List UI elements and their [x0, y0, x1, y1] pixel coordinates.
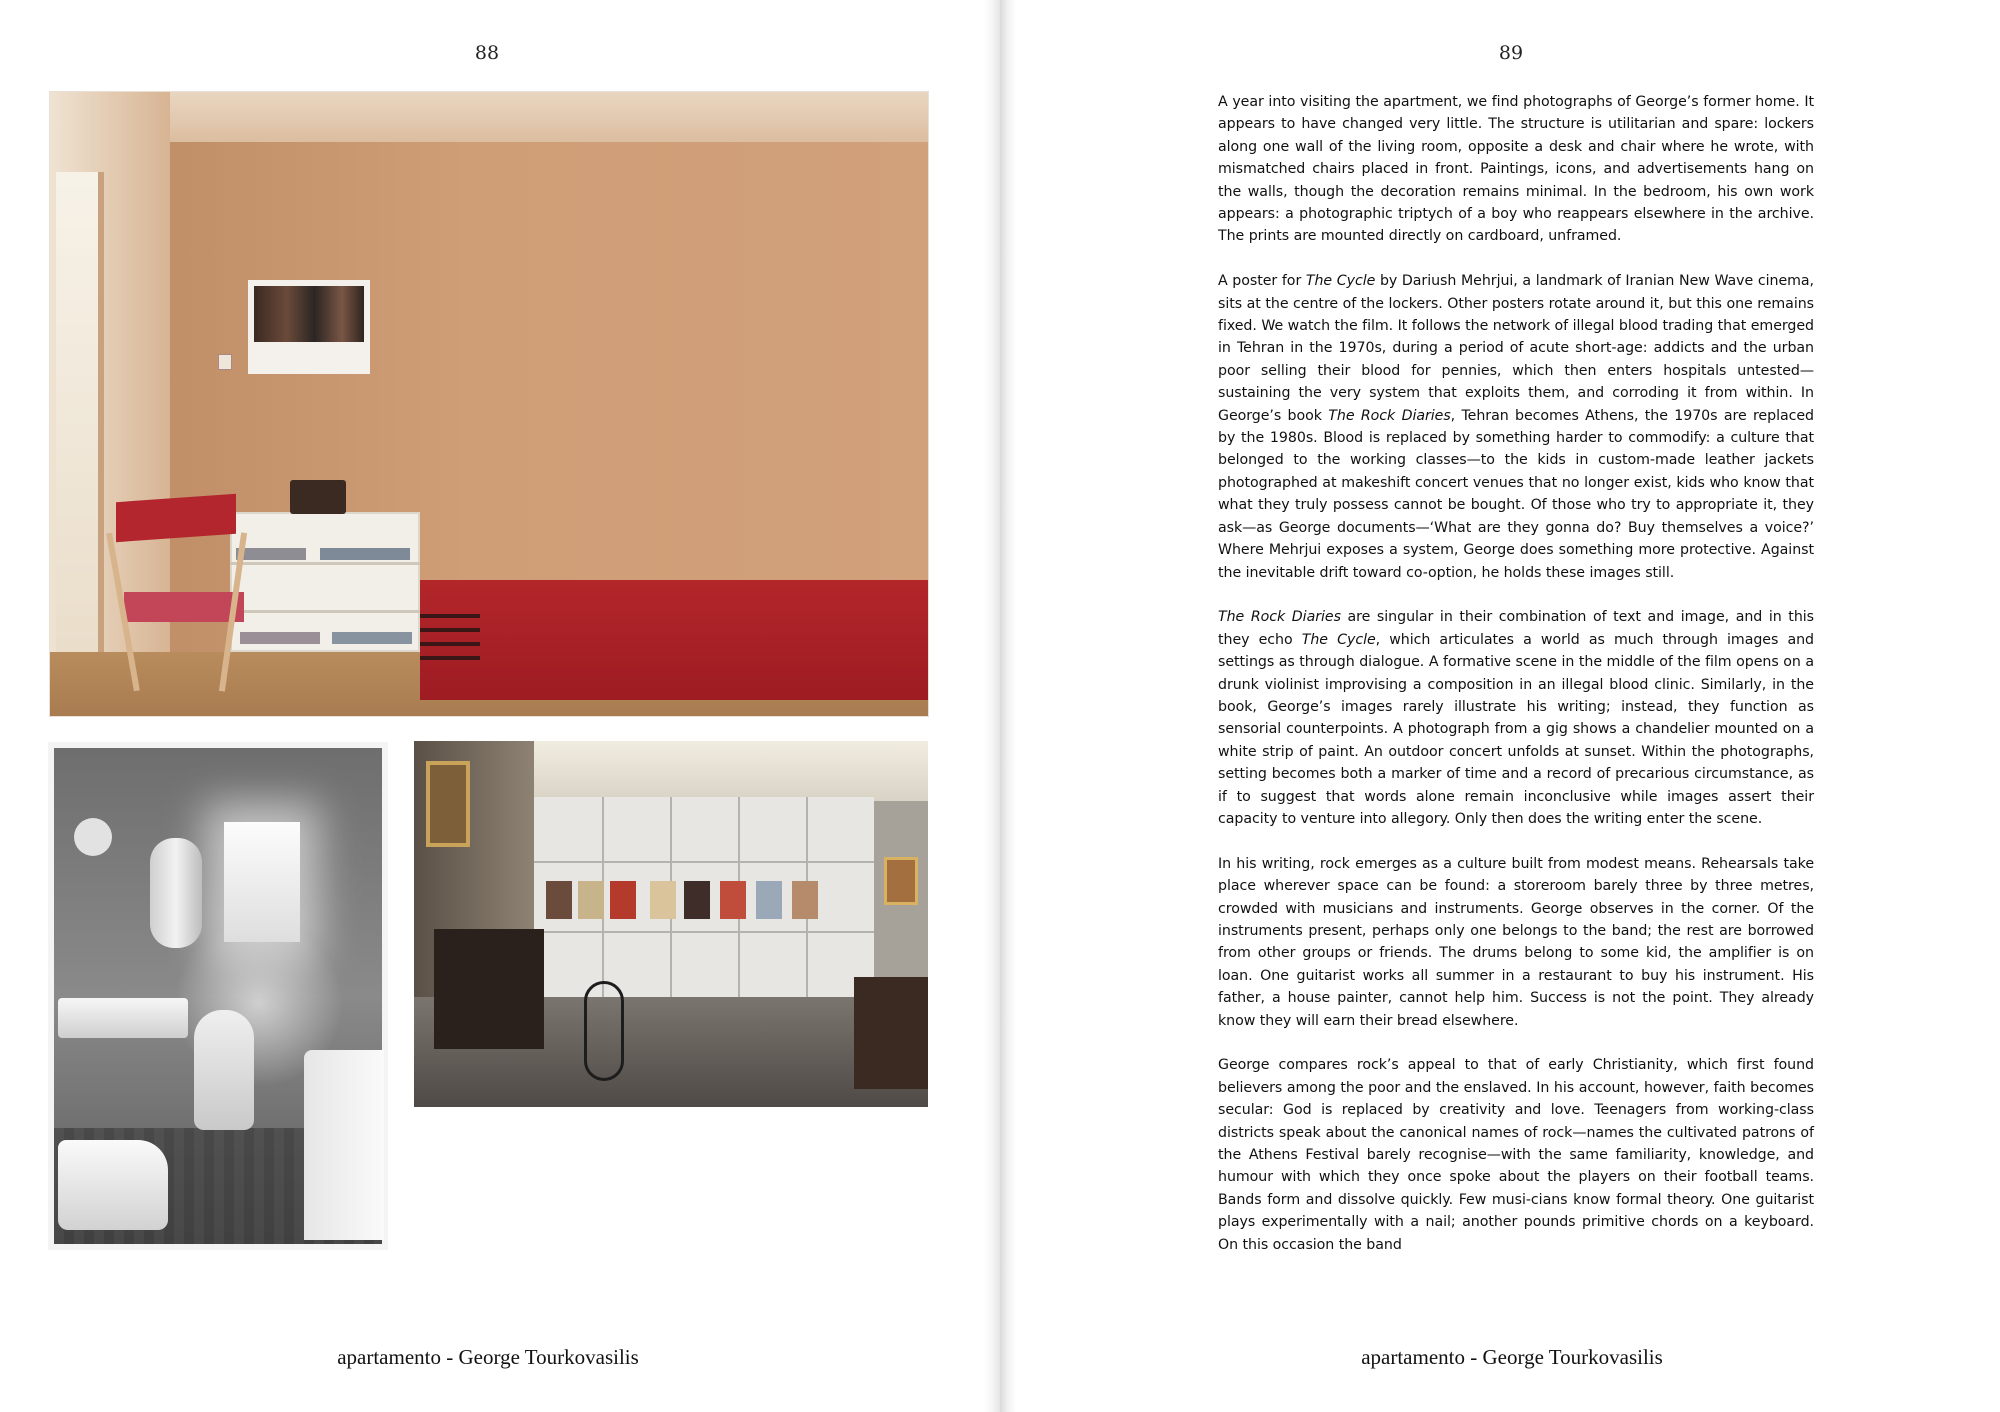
- italic-title-text: The Rock Diaries: [1218, 609, 1341, 626]
- paragraph-text: , Tehran becomes Athens, the 1970s are replaced by the 1980s. Blood is replaced by something harder to commodify: a culture that belonged to the working classes—to the kids in custom-made leather jackets photographed at makeshift concert venues that no longer exist, kids who know that what they truly possess cannot be bought. Of those who try to appropriate it, they ask—as George documents—‘What are they gonna do? Buy themselves a voice?’ Where Mehrjui exposes a system, George does something more protective. Against the inevitable drift toward co-option, he holds these images still.: [1218, 407, 1814, 581]
- article-paragraph: [1218, 606, 1814, 830]
- red-bed: [420, 580, 928, 700]
- italic-title-text: The Rock Diaries: [1328, 407, 1451, 424]
- living-room-photo: [414, 741, 928, 1107]
- page-number-left: 88: [474, 42, 500, 64]
- paragraph-text: In his writing, rock emerges as a culture built from modest means. Rehearsals take place wherever space can be found: a storeroom barely three by three metres, crowded with musicians and instruments. George observes in the corner. Of the instruments present, perhaps only one belongs to the band; the rest are borrowed from other groups or friends. The drums belong to some kid, the amplifier is on loan. One guitarist works all summer in a restaurant to buy his instrument. His father, a house painter, cannot help him. Success is not the point. They already know they will earn their bread elsewhere.: [1218, 855, 1814, 1029]
- bedroom-photo: [50, 92, 928, 716]
- bicycle: [584, 981, 624, 1081]
- paragraph-text: by Dariush Mehrjui, a landmark of Iranian New Wave cinema, sits at the centre of the lockers. Other posters rotate around it, but this one remains fixed. We watch the film. It follows the network of illegal blood trading that emerged in Tehran in the 1970s, during a period of acute short-age: addicts and the urban poor selling their blood for pennies, which then enters hospitals untested—sustaining the very system that exploits them, and corroding it from within. In George’s book: [1218, 273, 1814, 424]
- bookshelf: [230, 512, 420, 652]
- article-body: [1218, 91, 1814, 1278]
- article-paragraph: [1218, 270, 1814, 584]
- gutter-shadow-left: [984, 0, 1000, 1412]
- footer-left: apartamento - George Tourkovasilis: [337, 1345, 639, 1369]
- italic-title-text: The Cycle: [1305, 273, 1376, 290]
- article-paragraph: [1218, 853, 1814, 1032]
- article-paragraph: [1218, 1054, 1814, 1256]
- right-page: [1000, 0, 2000, 1412]
- page-number-right: 89: [1498, 42, 1524, 64]
- paragraph-text: , which articulates a world as much through images and settings as through dialogue. A formative scene in the middle of the film opens on a drunk violinist improvising a composition in an illegal blood clinic. Similarly, in the book, George’s images rarely illustrate his writing; instead, they function as sensorial counterpoints. A photograph from a gig shows a chandelier mounted on a white strip of paint. An outdoor concert unfolds at sunset. Within the photographs, setting becomes both a marker of time and a record of precarious circumstance, as if to suggest that words alone remain inconclusive while images assert their capacity to venture into allegory. Only then does the writing enter the scene.: [1218, 631, 1814, 827]
- triptych-print: [248, 280, 370, 374]
- bathroom-photo: [48, 742, 388, 1250]
- the-cycle-poster: [610, 881, 636, 919]
- footer-right: apartamento - George Tourkovasilis: [1361, 1345, 1663, 1369]
- paragraph-text: A poster for: [1218, 273, 1306, 290]
- director-chair: [116, 494, 236, 542]
- article-paragraph: [1218, 91, 1814, 248]
- paragraph-text: are singular in their combination of text and image, and in this they echo: [1218, 609, 1814, 648]
- italic-title-text: The Cycle: [1301, 631, 1376, 648]
- paragraph-text: George compares rock’s appeal to that of early Christianity, which first found believers among the poor and the enslaved. In his account, however, faith becomes secular: God is replaced by creativity and love. Teenagers from working-class districts speak about the canonical names of rock—names the cultivated patrons of the Athens Festival barely recognise—with the same familiarity, knowledge, and humour with which they once spoke about the players on their football teams. Bands form and dissolve quickly. Few musi-cians know formal theory. One guitarist plays experimentally with a nail; another pounds primitive chords on a keyboard. On this occasion the band: [1218, 1057, 1814, 1253]
- paragraph-text: A year into visiting the apartment, we find photographs of George’s former home. It appears to have changed very little. The structure is utilitarian and spare: lockers along one wall of the living room, opposite a desk and chair where he wrote, with mismatched chairs placed in front. Paintings, icons, and advertisements hang on the walls, though the decoration remains minimal. In the bedroom, his own work appears: a photographic triptych of a boy who reappears elsewhere in the archive. The prints are mounted directly on cardboard, unframed.: [1218, 94, 1814, 245]
- desk: [854, 977, 928, 1089]
